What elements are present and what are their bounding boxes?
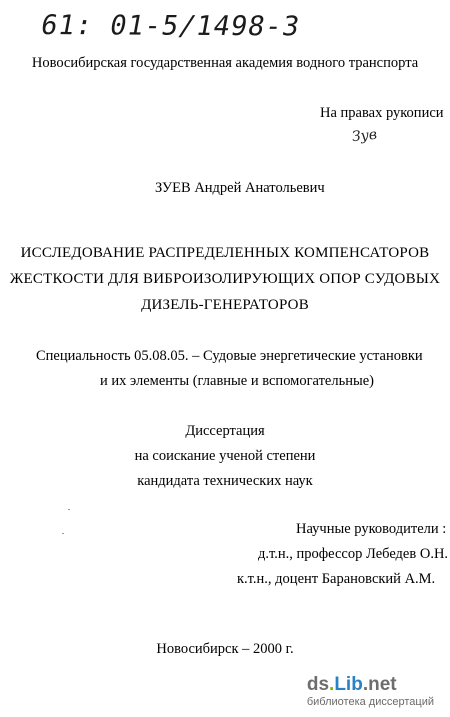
specialty-line-1: Специальность 05.08.05. – Судовые энергетические установки: [36, 348, 423, 364]
institution-name: Новосибирская государственная академия водного транспорта: [31, 55, 419, 71]
author-name: ЗУЕВ Андрей Анатольевич: [155, 180, 325, 196]
title-line-1: ИССЛЕДОВАНИЕ РАСПРЕДЕЛЕННЫХ КОМПЕНСАТОРОВ: [20, 245, 430, 261]
dissertation-label: Диссертация: [185, 423, 265, 439]
manuscript-rights-note: На правах рукописи: [320, 105, 444, 121]
author-signature: Зув: [351, 126, 378, 146]
logo-lib: Lib: [334, 674, 363, 695]
logo-dot: .: [329, 674, 335, 695]
watermark-slogan: библиотека диссертаций: [306, 696, 434, 708]
degree-line-1: на соискание ученой степени: [134, 448, 316, 464]
supervisor-1: д.т.н., профессор Лебедев О.Н.: [258, 546, 449, 562]
title-line-3: ДИЗЕЛЬ-ГЕНЕРАТОРОВ: [141, 297, 309, 313]
logo-net: .net: [362, 674, 397, 695]
specialty-line-2: и их элементы (главные и вспомогательные): [100, 373, 374, 389]
dslib-watermark: [307, 675, 434, 708]
scan-speck: [68, 509, 70, 510]
supervisor-2: к.т.н., доцент Барановский А.М.: [237, 571, 436, 587]
logo-ds: ds: [306, 674, 330, 695]
archive-code-handwritten: 61: 01-5/1498-3: [38, 10, 303, 43]
dslib-logo: [307, 675, 434, 695]
city-year: Новосибирск – 2000 г.: [156, 641, 294, 657]
supervisors-heading: Научные руководители :: [296, 521, 447, 537]
scan-speck: [62, 533, 64, 534]
degree-line-2: кандидата технических наук: [137, 473, 313, 489]
title-line-2: ЖЕСТКОСТИ ДЛЯ ВИБРОИЗОЛИРУЮЩИХ ОПОР СУДОВЫХ: [9, 271, 441, 287]
